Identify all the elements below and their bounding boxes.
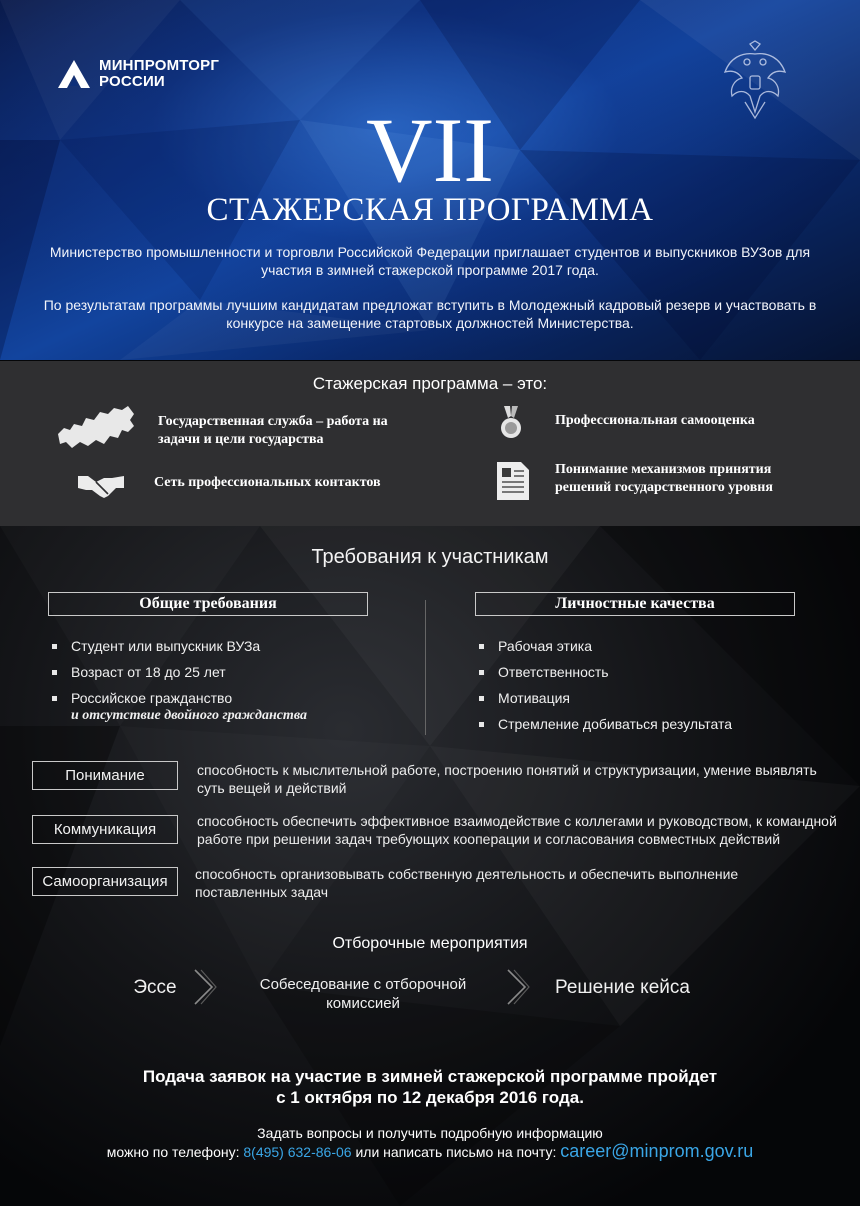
requirements-title: Требования к участникам [311, 546, 549, 568]
feature-decision-making: Понимание механизмов принятия решений государственного уровня [555, 462, 773, 495]
selection-step-interview: Собеседование с отборочной комиссией [259, 976, 467, 1012]
list-item: Российское гражданство и отсутствие двойного гражданства [50, 689, 390, 725]
quality-desc-understanding: способность к мыслительной работе, построению понятий и структуризации, умение выявлять суть вещей и действий [197, 762, 817, 796]
quality-label-understanding: Понимание [32, 761, 178, 790]
intro-line2: участия в зимней стажерской программе 2017 года. [261, 262, 599, 278]
phone-number: 8(495) 632-86-06 [243, 1144, 352, 1160]
quality-desc-communication: способность обеспечить эффективное взаимодействие с коллегами и руководством, к командной работе при решении задач требующих кооперации и согласования совместных действий [197, 813, 837, 847]
result-paragraph [40, 296, 820, 332]
feature-network: Сеть профессиональных контактов [154, 475, 381, 490]
program-title: СТАЖЕРСКАЯ ПРОГРАММА [206, 192, 654, 228]
list-item: Ответственность [477, 663, 817, 681]
selection-step-case: Решение кейса [555, 977, 690, 998]
edition-numeral: VII [366, 99, 494, 201]
intro-paragraph [40, 243, 820, 279]
selection-step-essay: Эссе [133, 977, 177, 998]
ministry-logo [57, 58, 219, 90]
chevron-right-icon [505, 968, 531, 1006]
quality-label-communication: Коммуникация [32, 815, 178, 844]
result-line2: конкурсе на замещение стартовых должностей Министерства. [226, 315, 634, 331]
result-line1: По результатам программы лучшим кандидатам предложат вступить в Молодежный кадровый резерв и участвовать в [43, 297, 817, 313]
chevron-right-icon [192, 968, 218, 1006]
contact-info-line1: Задать вопросы и получить подробную информацию [257, 1125, 603, 1141]
general-requirements-heading: Общие требования [48, 592, 368, 616]
personal-qualities-list [477, 637, 817, 741]
quality-desc-self-organization: способность организовывать собственную деятельность и обеспечить выполнение поставленных задач [195, 866, 739, 900]
selection-title: Отборочные мероприятия [332, 935, 528, 952]
russia-map-icon [56, 404, 136, 450]
quality-label-self-organization: Самоорганизация [32, 867, 178, 896]
list-item: Рабочая этика [477, 637, 817, 655]
handshake-icon [78, 470, 124, 500]
citizenship-note: и отсутствие двойного гражданства [71, 708, 307, 723]
hero-section [0, 0, 860, 360]
email-link[interactable]: career@minprom.gov.ru [560, 1141, 754, 1161]
column-divider [425, 600, 426, 735]
program-band-title: Стажерская программа – это: [312, 374, 548, 393]
feature-public-service: Государственная служба – работа на задачи и цели государства [158, 414, 388, 447]
feature-self-assessment: Профессиональная самооценка [555, 413, 755, 428]
logo-text-line1: МИНПРОМТОРГ [99, 57, 220, 74]
logo-text-line2: РОССИИ [99, 73, 165, 90]
list-item: Стремление добиваться результата [477, 715, 817, 733]
personal-qualities-heading: Личностные качества [475, 592, 795, 616]
document-icon [495, 460, 531, 502]
contact-info-line2: можно по телефону: 8(495) 632-86-06 или написать письмо на почту: career@minprom.gov.ru [106, 1141, 754, 1161]
medal-icon [499, 406, 523, 440]
intro-line1: Министерство промышленности и торговли Российской Федерации приглашает студентов и выпускников ВУЗов для [49, 244, 811, 260]
list-item: Возраст от 18 до 25 лет [50, 663, 390, 681]
application-deadline: Подача заявок на участие в зимней стажерской программе пройдет с 1 октября по 12 декабря 2016 года. [142, 1067, 718, 1107]
ministry-logo-icon [57, 59, 91, 89]
list-item: Студент или выпускник ВУЗа [50, 637, 390, 655]
general-requirements-list [50, 637, 390, 733]
list-item: Мотивация [477, 689, 817, 707]
